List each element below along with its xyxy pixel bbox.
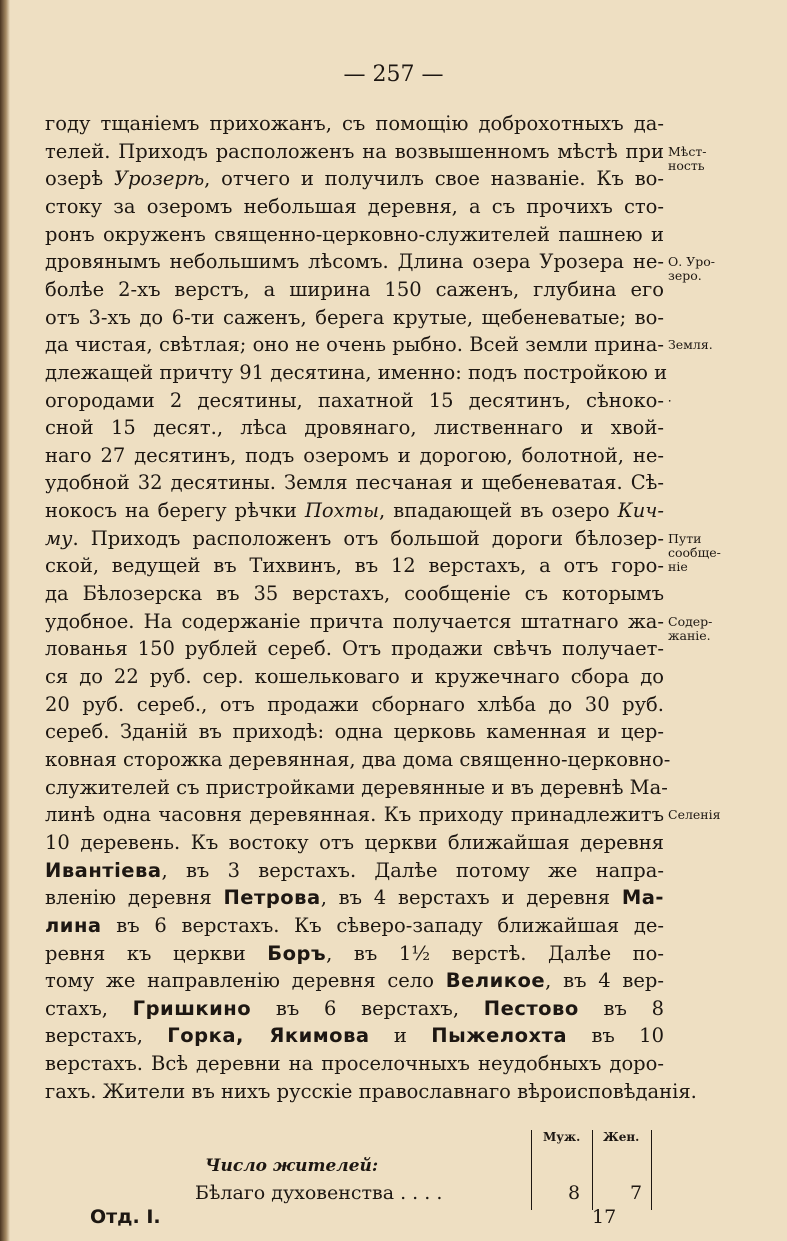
text-segment: озерѣ (45, 167, 114, 191)
table-rule-middle (592, 1130, 593, 1210)
text-line (45, 388, 664, 414)
text-segment: ковная сторожка деревянная, два дома священно-церковно- (45, 747, 671, 771)
place-name: Боръ (267, 941, 327, 965)
text-line (45, 636, 664, 662)
table-rule-left (531, 1130, 532, 1210)
text-segment: , въ 3 верстахъ. Далѣе потому же напра- (161, 858, 664, 882)
text-line (45, 885, 664, 911)
footer-signature: Отд. I. (90, 1206, 161, 1228)
text-line (45, 1051, 664, 1077)
table-value-male: 8 (568, 1182, 581, 1204)
place-name: лина (45, 913, 102, 937)
text-line (45, 1023, 664, 1049)
text-line (45, 526, 664, 552)
text-line (45, 719, 664, 745)
margin-note: Мѣст- ность (668, 143, 707, 173)
text-segment: 20 руб. сереб., отъ продажи сборнаго хлѣба до 30 руб. (45, 692, 664, 716)
text-line (45, 996, 664, 1022)
place-name: Гришкино (132, 996, 252, 1020)
text-segment: въ 10 (567, 1024, 664, 1048)
text-segment: линѣ одна часовня деревянная. Къ приходу принадлежитъ (45, 803, 664, 827)
text-line (45, 775, 668, 801)
place-name: Пыжелохта (431, 1024, 568, 1048)
text-line (45, 360, 668, 386)
text-segment: длежащей причту 91 десятина, именно: подъ постройкою и (45, 360, 668, 384)
text-line (45, 249, 664, 275)
text-segment: ся до 22 руб. сер. кошельковаго и кружечнаго сбора до (45, 665, 664, 688)
text-line (45, 664, 664, 690)
text-line (45, 332, 664, 358)
table-row-label: Бѣлаго духовенства . . . . (195, 1182, 443, 1204)
text-line (45, 553, 664, 579)
place-name: Петрова (223, 886, 321, 910)
text-line (45, 941, 664, 967)
text-segment: году тщаніемъ прихожанъ, съ помощію доброхотныхъ да- (45, 112, 664, 135)
place-name: Горка, Якимова (167, 1024, 370, 1048)
text-line (45, 858, 664, 884)
margin-note: ⸱ (668, 392, 672, 408)
text-segment: нокосъ на берегу рѣчки (45, 499, 305, 523)
italic-name: му (45, 526, 73, 550)
text-line (45, 139, 664, 165)
text-segment: верстахъ, (45, 1024, 168, 1048)
text-segment: . Приходъ расположенъ отъ большой дороги бѣлозер- (72, 526, 664, 550)
text-line (45, 968, 664, 994)
margin-note: Селенія (668, 807, 721, 823)
text-segment: въ 6 верстахъ. Къ сѣверо-западу ближайшая де- (101, 913, 664, 937)
book-spine-shadow (0, 0, 10, 1241)
italic-name: Урозерѣ (113, 167, 205, 191)
text-segment: стоку за озеромъ небольшая деревня, а съ прочихъ сто- (45, 194, 664, 218)
table-value-female: 7 (630, 1182, 643, 1204)
place-name: Великое (445, 969, 546, 993)
text-line (45, 913, 664, 939)
text-segment: да чистая, свѣтлая; оно не очень рыбно. Всей земли прина- (45, 333, 664, 357)
text-line (45, 747, 671, 773)
text-segment: въ 6 верстахъ, (251, 996, 484, 1020)
text-segment: сной 15 десят., лѣса дровянаго, лиственнаго и хвой- (45, 416, 664, 440)
text-segment: вленію деревня (45, 886, 224, 910)
text-segment: ронъ окруженъ священно-церковно-служителей пашнею и (45, 222, 664, 246)
text-line (45, 470, 664, 496)
text-segment: и (369, 1024, 432, 1048)
margin-note: Земля. (668, 337, 713, 353)
text-line (45, 1079, 697, 1105)
place-name: Пестово (483, 996, 579, 1020)
text-segment: тому же направленію деревня село (45, 969, 446, 993)
text-segment: , въ 4 вер- (545, 969, 664, 993)
text-line (45, 443, 664, 469)
text-line (45, 222, 664, 248)
table-header-male: Муж. (543, 1130, 581, 1144)
text-line (45, 692, 664, 718)
text-segment: , впадающей въ озеро (379, 499, 618, 523)
text-segment: 10 деревень. Къ востоку отъ церкви ближайшая деревня (45, 830, 664, 854)
margin-note: О. Уро- зеро. (668, 254, 715, 284)
margin-note: Пути сообще- ніе (668, 530, 721, 574)
table-rule-right (651, 1130, 652, 1210)
text-segment: въ 8 (578, 996, 664, 1020)
text-segment: удобной 32 десятины. Земля песчаная и щебеневатая. Сѣ- (45, 471, 664, 495)
text-segment: , въ 4 верстахъ и деревня (320, 886, 622, 910)
text-segment: сереб. Зданій въ приходѣ: одна церковь каменная и цер- (45, 720, 664, 744)
text-line (45, 498, 664, 524)
text-segment: ской, ведущей въ Тихвинъ, въ 12 верстахъ, а отъ горо- (45, 554, 664, 578)
text-segment: наго 27 десятинъ, подъ озеромъ и дорогою, болотной, не- (45, 443, 664, 467)
text-line (45, 166, 664, 192)
text-segment: служителей съ пристройками деревянные и въ деревнѣ Ма- (45, 775, 668, 799)
footer-sheet-number: 17 (592, 1206, 617, 1228)
table-header-female: Жен. (603, 1130, 640, 1144)
margin-note: Содер- жаніе. (668, 613, 713, 643)
text-segment: , отчего и получилъ свое названіе. Къ во- (204, 167, 664, 191)
italic-name: Похты (304, 499, 380, 523)
text-line (45, 111, 664, 137)
text-line (45, 415, 664, 441)
place-name: Ивантіева (45, 858, 162, 882)
page-number: — 257 — (343, 62, 444, 87)
text-segment: стахъ, (45, 996, 133, 1020)
text-segment: телей. Приходъ расположенъ на возвышенномъ мѣстѣ при (45, 139, 664, 163)
text-segment: лованья 150 рублей сереб. Отъ продажи свѣчъ получает- (45, 637, 664, 661)
text-segment: болѣе 2-хъ верстъ, а ширина 150 саженъ, глубина его (45, 277, 664, 301)
text-line (45, 305, 664, 331)
text-segment: ревня къ церкви (45, 941, 268, 965)
text-line (45, 194, 664, 220)
text-segment: отъ 3-хъ до 6-ти саженъ, берега крутые, щебеневатые; во- (45, 305, 664, 329)
text-segment: , въ 1½ верстѣ. Далѣе по- (326, 941, 664, 965)
text-segment: дровянымъ небольшимъ лѣсомъ. Длина озера Урозера не- (45, 250, 664, 274)
place-name: Ма- (621, 886, 664, 910)
text-segment: удобное. На содержаніе причта получается штатнаго жа- (45, 609, 664, 633)
text-line (45, 830, 664, 856)
table-caption: Число жителей: (205, 1156, 379, 1176)
text-line (45, 609, 664, 635)
text-segment: да Бѣлозерска въ 35 верстахъ, сообщеніе съ которымъ (45, 582, 664, 606)
text-line (45, 802, 664, 828)
text-segment: верстахъ. Всѣ деревни на проселочныхъ неудобныхъ доро- (45, 1052, 664, 1076)
text-line (45, 581, 664, 607)
text-segment: гахъ. Жители въ нихъ русскіе православнаго вѣроисповѣданія. (45, 1079, 697, 1103)
text-line (45, 277, 664, 303)
text-segment: огородами 2 десятины, пахатной 15 десятинъ, сѣноко- (45, 388, 664, 412)
italic-name: Кич- (617, 499, 664, 523)
